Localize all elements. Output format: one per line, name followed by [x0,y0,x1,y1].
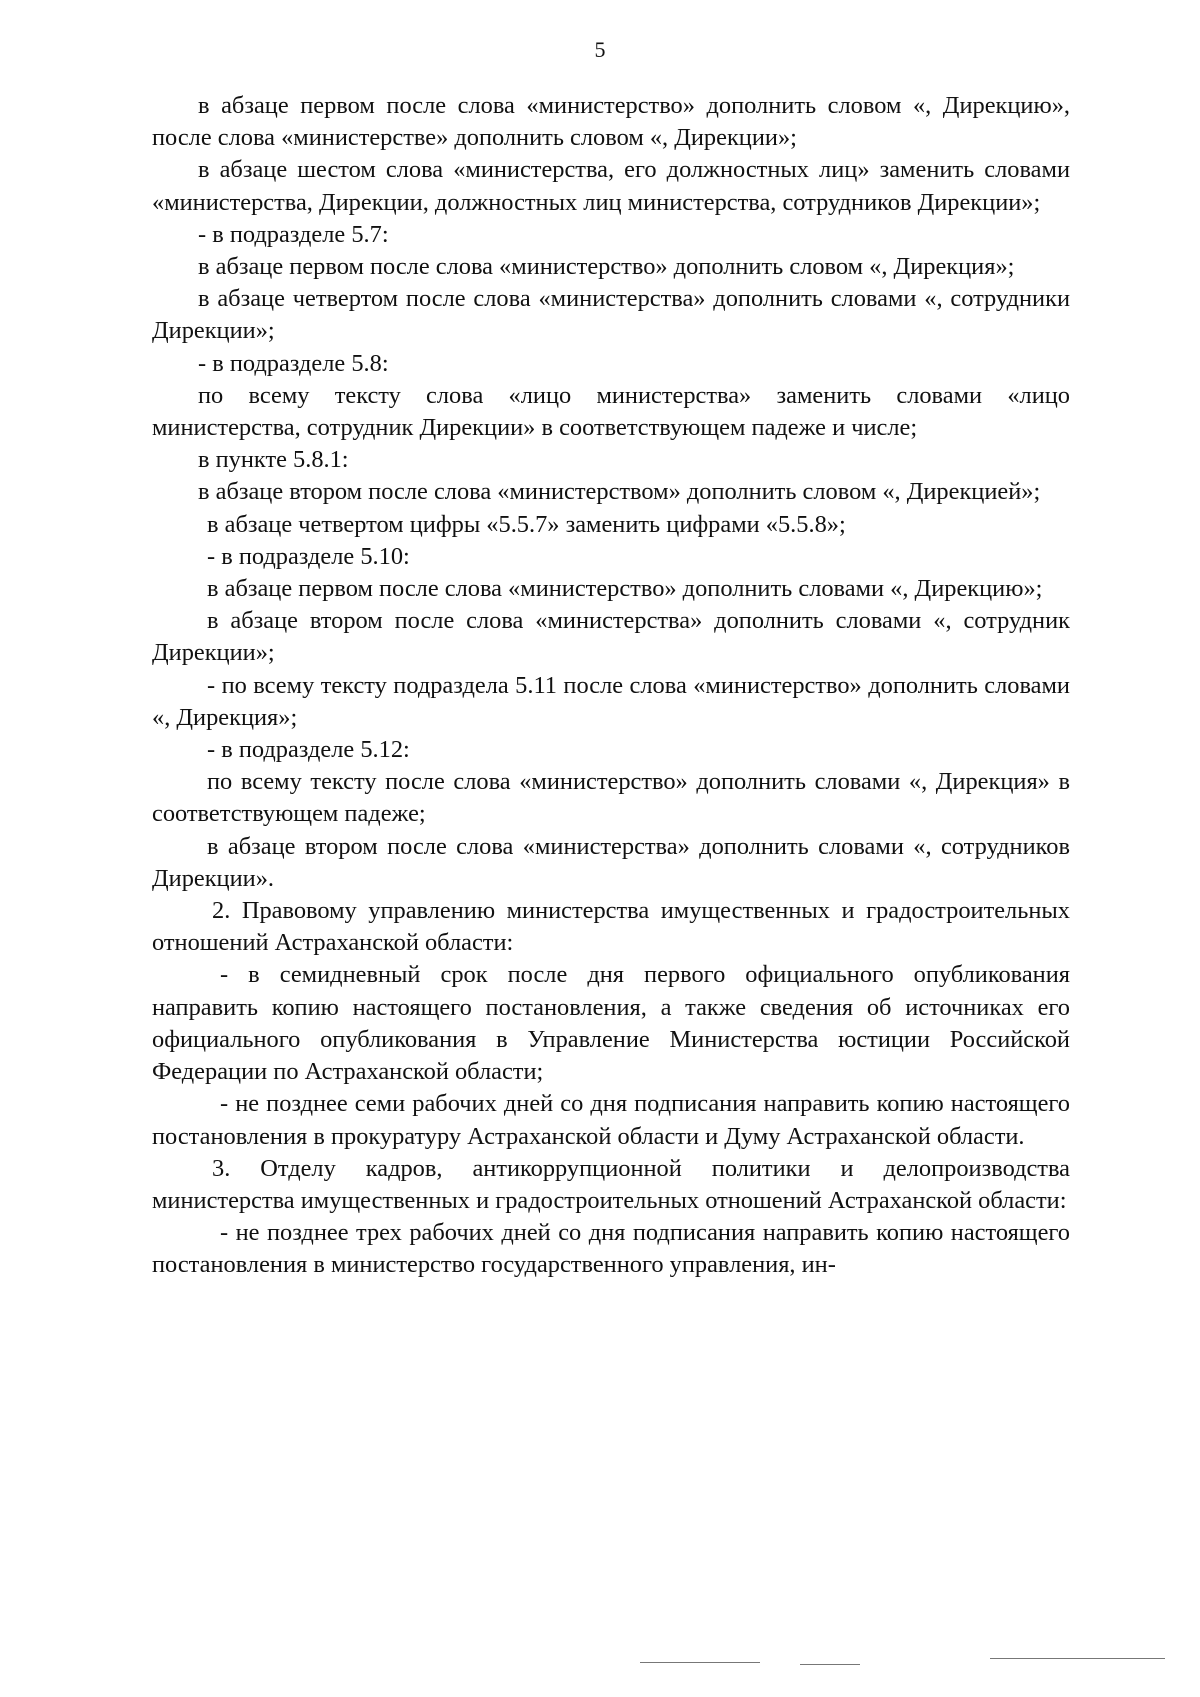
paragraph: по всему тексту после слова «министерство» дополнить словами «, Дирекция» в соответствующем падеже; [152,768,1070,828]
paragraph: в абзаце втором после слова «министерства» дополнить словами «, сотрудников Дирекции». [152,832,1070,892]
document-body [152,90,1070,1282]
paragraph: - не позднее трех рабочих дней со дня подписания направить копию настоящего постановления в министерство государственного управления, ин- [152,1219,1070,1279]
paragraph: - в подразделе 5.10: [207,542,410,570]
paragraph: в абзаце первом после слова «министерство» дополнить словом «, Дирекция»; [198,253,1015,281]
paragraph: в абзаце втором после слова «министерства» дополнить словами «, сотрудник Дирекции»; [152,607,1070,667]
paragraph: - в подразделе 5.8: [198,349,389,377]
paragraph: в абзаце первом после слова «министерство» дополнить словом «, Дирекцию», после слова «министерстве» дополнить словом «, Дирекции»; [152,92,1070,152]
paragraph: в абзаце первом после слова «министерство» дополнить словами «, Дирекцию»; [207,575,1043,603]
scan-artifact-line [990,1658,1165,1659]
paragraph: - не позднее семи рабочих дней со дня подписания направить копию настоящего постановления в прокуратуру Астраханской области и Думу Астраханской области. [152,1090,1070,1150]
paragraph: - в семидневный срок после дня первого официального опубликования направить копию настоящего постановления, а также сведения об источниках его официального опубликования в Управление Министерства юстиции Российской Федерации по Астраханской области; [152,961,1070,1086]
paragraph: в абзаце четвертом после слова «министерства» дополнить словами «, сотрудники Дирекции»; [152,285,1070,345]
paragraph: - по всему тексту подраздела 5.11 после слова «министерство» дополнить словами «, Дирекция»; [152,671,1070,731]
paragraph: в абзаце четвертом цифры «5.5.7» заменить цифрами «5.5.8»; [207,510,846,538]
paragraph: в абзаце втором после слова «министерством» дополнить словом «, Дирекцией»; [198,478,1041,506]
paragraph: в абзаце шестом слова «министерства, его должностных лиц» заменить словами «министерства, Дирекции, должностных лиц министерства, сотрудников Дирекции»; [152,156,1070,216]
paragraph: 2. Правовому управлению министерства имущественных и градостроительных отношений Астраханской области: [152,897,1070,957]
paragraph: - в подразделе 5.7: [198,220,389,248]
scan-artifact-line [800,1664,860,1665]
paragraph: - в подразделе 5.12: [207,736,410,764]
paragraph: по всему тексту слова «лицо министерства» заменить словами «лицо министерства, сотрудник Дирекции» в соответствующем падеже и числе; [152,381,1070,442]
paragraph: 3. Отделу кадров, антикоррупционной политики и делопроизводства министерства имущественных и градостроительных отношений Астраханской области: [152,1154,1070,1214]
page-number: 5 [594,37,606,62]
paragraph: в пункте 5.8.1: [198,446,349,474]
scan-artifact-line [640,1662,760,1663]
